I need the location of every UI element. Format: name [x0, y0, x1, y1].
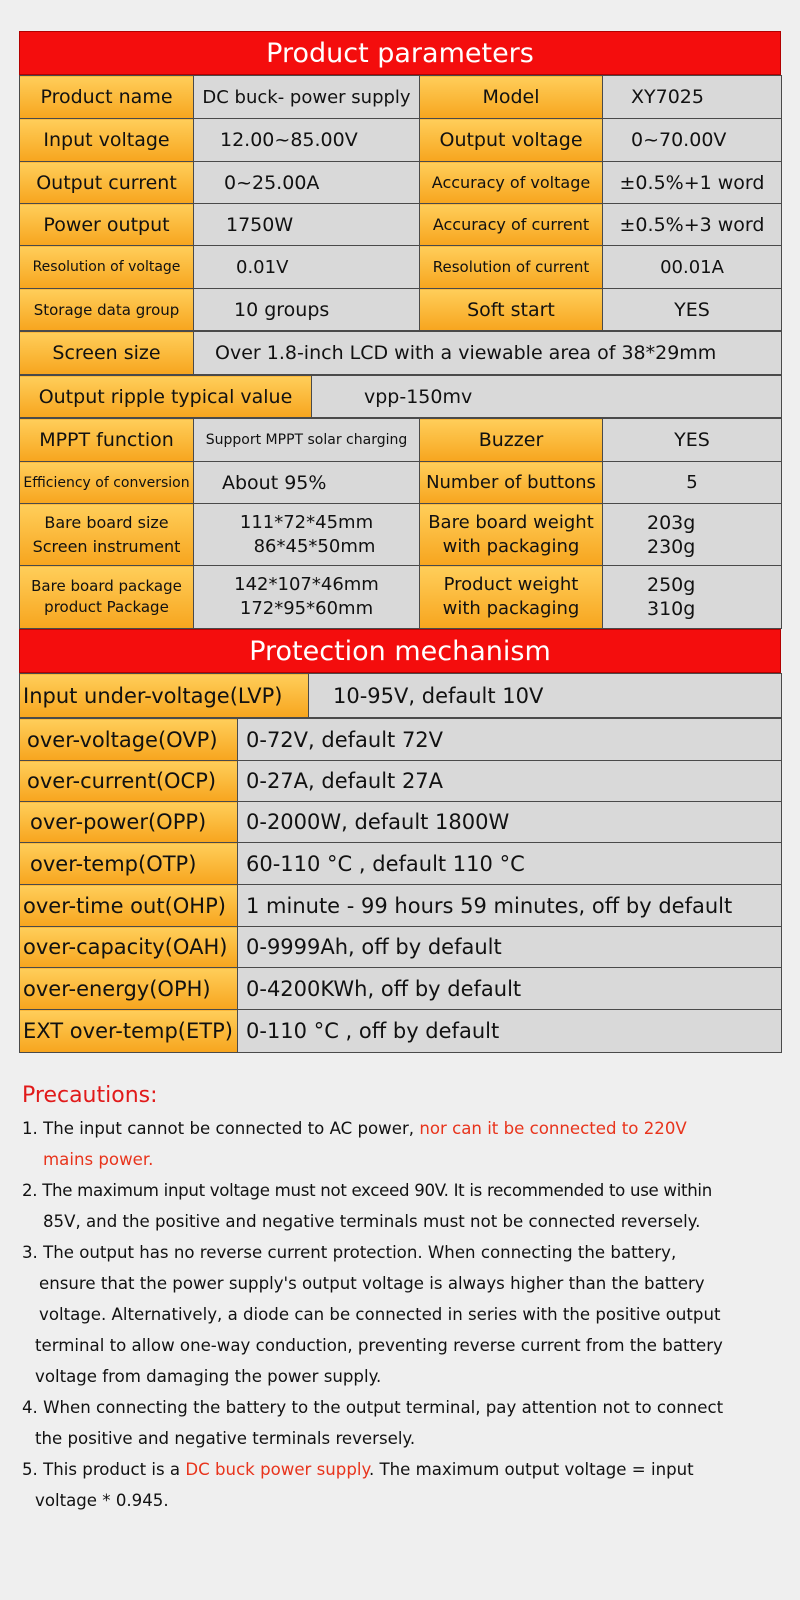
protection-table: [19, 718, 782, 1053]
table-row: [20, 761, 782, 802]
param-value: XY7025: [603, 76, 782, 119]
param-label: Output voltage: [420, 119, 603, 162]
param-value: 0.01V: [194, 246, 420, 289]
precaution-item-2: 2. The maximum input voltage must not exceed 90V. It is recommended to use within: [22, 1181, 712, 1200]
table-row: [20, 462, 782, 504]
protection-label: over-temp(OTP): [20, 843, 238, 885]
table-row: [20, 119, 782, 162]
param-label: [420, 566, 603, 629]
precautions: [22, 1081, 792, 1516]
param-label: [20, 566, 194, 629]
precaution-text: 1. The input cannot be connected to AC power,: [22, 1119, 420, 1138]
protection-value: 0-72V, default 72V: [238, 719, 782, 761]
package-value-line-2: 172*95*60mm: [239, 598, 374, 619]
precaution-text: 5. This product is a: [22, 1460, 186, 1479]
table-row: [20, 289, 782, 331]
precaution-text: . The maximum output voltage = input: [368, 1460, 694, 1479]
table-row: [20, 885, 782, 927]
size-value-line-2: 86*45*50mm: [253, 535, 376, 557]
precaution-item-5: [22, 1454, 792, 1485]
param-label: [20, 504, 194, 566]
protection-label: over-voltage(OVP): [20, 719, 238, 761]
table-row: [20, 76, 782, 119]
param-value: [194, 566, 420, 629]
protection-mechanism-title: Protection mechanism: [19, 629, 781, 673]
protection-value: 1 minute - 99 hours 59 minutes, off by default: [238, 885, 782, 927]
param-label: Resolution of voltage: [20, 246, 194, 289]
param-label: Accuracy of voltage: [420, 162, 603, 204]
protection-value: 0-27A, default 27A: [238, 761, 782, 802]
protection-label: over-time out(OHP): [20, 885, 238, 927]
package-label-line-1: Bare board package: [31, 577, 182, 595]
precaution-text: 85V, and the positive and negative terminals must not be connected reversely.: [43, 1212, 701, 1231]
param-value: YES: [603, 419, 782, 462]
weight-value-line-1: 203g: [647, 511, 696, 534]
param-label: Buzzer: [420, 419, 603, 462]
param-value: ±0.5%+1 word: [603, 162, 782, 204]
table-row: [20, 246, 782, 289]
param-value: Support MPPT solar charging: [194, 419, 420, 462]
table-row: [20, 843, 782, 885]
size-label-line-1: Bare board size: [44, 512, 169, 532]
param-value: 1750W: [194, 204, 420, 246]
table-row: [20, 719, 782, 761]
spec-sheet: [19, 31, 781, 1053]
lvp-table: [19, 673, 782, 718]
protection-value: 0-4200KWh, off by default: [238, 968, 782, 1010]
param-value: 5: [603, 462, 782, 504]
param-value: [603, 504, 782, 566]
param-label: Screen size: [20, 332, 194, 375]
table-row: [20, 332, 782, 375]
ripple-table: [19, 375, 782, 418]
product-weight-value-line-1: 250g: [647, 574, 696, 596]
param-value: DC buck- power supply: [194, 76, 420, 119]
size-label-line-2: Screen instrument: [32, 536, 181, 556]
table-row: [20, 376, 782, 418]
precautions-title: Precautions:: [22, 1083, 158, 1108]
param-label: Resolution of current: [420, 246, 603, 289]
size-value-line-1: 111*72*45mm: [239, 511, 374, 533]
protection-label: EXT over-temp(ETP): [20, 1010, 238, 1053]
precaution-text: terminal to allow one-way conduction, preventing reverse current from the battery: [35, 1336, 723, 1355]
param-value: ±0.5%+3 word: [603, 204, 782, 246]
table-row: [20, 566, 782, 629]
precaution-highlight: mains power.: [43, 1150, 154, 1169]
table-row: [20, 802, 782, 843]
precaution-text: the positive and negative terminals reversely.: [35, 1429, 416, 1448]
precaution-item-3: 3. The output has no reverse current protection. When connecting the battery,: [22, 1243, 677, 1262]
protection-label: over-power(OPP): [20, 802, 238, 843]
param-label: Input voltage: [20, 119, 194, 162]
protection-value: 0-110 °C , off by default: [238, 1010, 782, 1053]
table-row: [20, 927, 782, 968]
protection-label: over-current(OCP): [20, 761, 238, 802]
weight-label-line-1: Bare board weight: [428, 511, 594, 533]
param-value: 0~70.00V: [603, 119, 782, 162]
precaution-item-1: [22, 1113, 792, 1144]
product-weight-label-line-2: with packaging: [442, 598, 580, 619]
precaution-text: voltage. Alternatively, a diode can be connected in series with the positive output: [39, 1305, 721, 1324]
table-row: [20, 204, 782, 246]
screen-size-table: [19, 331, 782, 375]
product-weight-label-line-1: Product weight: [443, 574, 579, 595]
table-row: [20, 1010, 782, 1053]
table-row: [20, 674, 782, 718]
protection-value: 60-110 °C , default 110 °C: [238, 843, 782, 885]
precaution-highlight: DC buck power supply: [185, 1460, 369, 1479]
precaution-highlight: nor can it be connected to 220V: [419, 1119, 687, 1138]
precaution-text: ensure that the power supply's output voltage is always higher than the battery: [39, 1274, 705, 1293]
protection-label: over-capacity(OAH): [20, 927, 238, 968]
param-label: Efficiency of conversion: [20, 462, 194, 504]
param-value: 12.00~85.00V: [194, 119, 420, 162]
param-value: 0~25.00A: [194, 162, 420, 204]
product-weight-value-line-2: 310g: [647, 598, 696, 620]
param-label: Power output: [20, 204, 194, 246]
protection-value: 10-95V, default 10V: [309, 674, 782, 718]
features-table: [19, 418, 782, 629]
param-label: Model: [420, 76, 603, 119]
param-label: Accuracy of current: [420, 204, 603, 246]
param-label: Storage data group: [20, 289, 194, 331]
param-value: YES: [603, 289, 782, 331]
table-row: [20, 968, 782, 1010]
table-row: [20, 504, 782, 566]
param-label: Output ripple typical value: [20, 376, 312, 418]
param-value: Over 1.8-inch LCD with a viewable area of 38*29mm: [194, 332, 782, 375]
param-value: 10 groups: [194, 289, 420, 331]
param-value: [194, 504, 420, 566]
protection-value: 0-2000W, default 1800W: [238, 802, 782, 843]
protection-label: Input under-voltage(LVP): [20, 674, 309, 718]
param-label: [420, 504, 603, 566]
param-label: Soft start: [420, 289, 603, 331]
precaution-text: voltage from damaging the power supply.: [35, 1367, 382, 1386]
param-label: Number of buttons: [420, 462, 603, 504]
weight-value-line-2: 230g: [647, 535, 696, 558]
table-row: [20, 419, 782, 462]
param-value: [603, 566, 782, 629]
product-parameters-title: Product parameters: [19, 31, 781, 75]
param-label: MPPT function: [20, 419, 194, 462]
precaution-item-4: 4. When connecting the battery to the output terminal, pay attention not to connect: [22, 1398, 724, 1417]
param-value: About 95%: [194, 462, 420, 504]
protection-label: over-energy(OPH): [20, 968, 238, 1010]
param-label: Product name: [20, 76, 194, 119]
product-parameters-table: [19, 75, 782, 331]
param-value: vpp-150mv: [312, 376, 782, 418]
package-value-line-1: 142*107*46mm: [234, 574, 379, 595]
param-label: Output current: [20, 162, 194, 204]
precaution-text: voltage * 0.945.: [35, 1491, 169, 1510]
weight-label-line-2: with packaging: [442, 535, 580, 557]
protection-value: 0-9999Ah, off by default: [238, 927, 782, 968]
table-row: [20, 162, 782, 204]
param-value: 00.01A: [603, 246, 782, 289]
package-label-line-2: product Package: [44, 598, 169, 616]
